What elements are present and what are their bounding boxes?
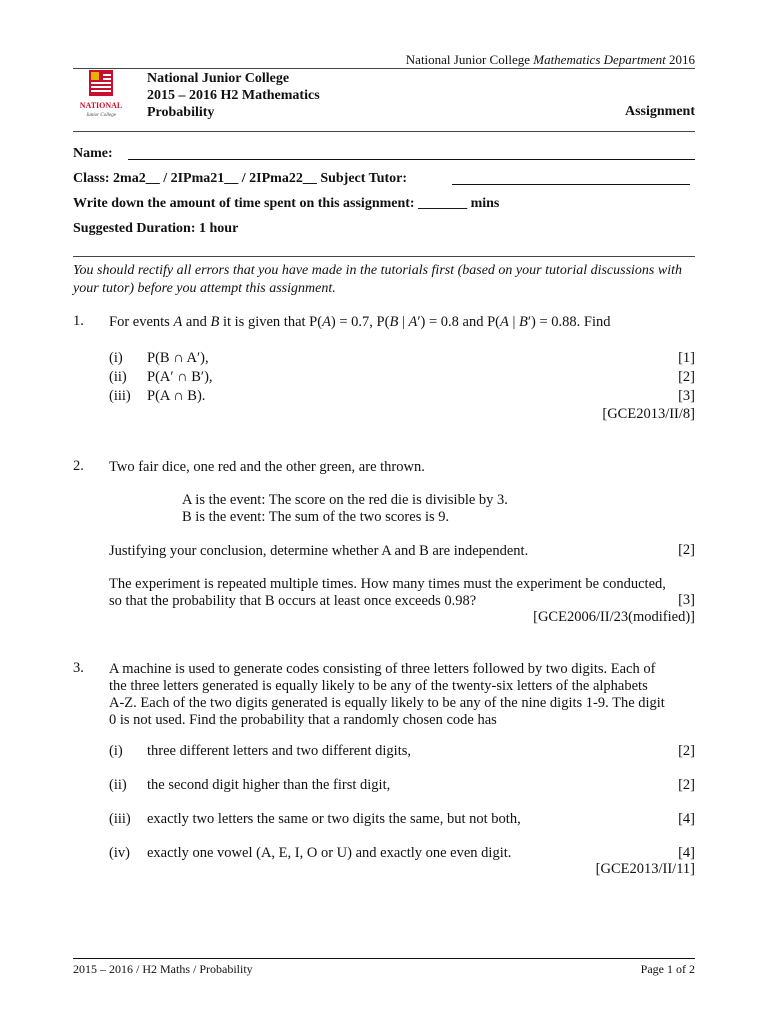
logo-text: NATIONAL [79, 101, 123, 110]
running-header [406, 52, 695, 68]
form-rule [73, 256, 695, 257]
duration: Suggested Duration: 1 hour [73, 221, 239, 236]
q1-part-i-label: (i) [109, 350, 123, 366]
q2-stem: Two fair dice, one red and the other green, are thrown. [109, 459, 425, 475]
q3-source: [GCE2013/II/11] [595, 861, 695, 877]
header-year: 2016 [669, 52, 695, 67]
q2-part1: Justifying your conclusion, determine whether A and B are independent. [109, 543, 529, 559]
q2-event-b: B is the event: The sum of the two scores is 9. [182, 509, 450, 525]
title-block [147, 70, 320, 121]
title-topic: Probability [147, 105, 215, 120]
header-college: National Junior College [405, 52, 530, 67]
time-line: Write down the amount of time spent on this assignment: _______ mins [73, 196, 500, 211]
q1-source: [GCE2013/II/8] [602, 406, 695, 422]
title-assignment: Assignment [624, 104, 695, 119]
title-course: 2015 – 2016 H2 Mathematics [147, 88, 320, 103]
q3-part-ii-marks: [2] [678, 777, 695, 793]
tutor-field[interactable] [452, 184, 690, 185]
header-rule [73, 68, 695, 69]
q3-number: 3. [73, 660, 84, 676]
q3-part-iv-label: (iv) [109, 845, 130, 861]
q1-part-ii-marks: [2] [678, 369, 695, 385]
college-logo [75, 68, 127, 120]
q3-stem-2: the three letters generated is equally likely to be any of the twenty-six letters of the alphabets [109, 678, 648, 694]
logo-subtext: Junior College [86, 113, 116, 118]
q2-part2-marks: [3] [678, 592, 695, 608]
q3-part-i-label: (i) [109, 743, 123, 759]
q1-part-iii-label: (iii) [109, 388, 131, 404]
footer-rule [73, 958, 695, 959]
q3-part-i-text: three different letters and two different digits, [147, 743, 412, 759]
q3-part-ii-text: the second digit higher than the first digit, [147, 777, 391, 793]
q2-part2-line2: so that the probability that B occurs at least once exceeds 0.98? [109, 593, 477, 609]
q3-part-iv-text: exactly one vowel (A, E, I, O or U) and exactly one even digit. [147, 845, 512, 861]
name-label: Name: [73, 146, 113, 161]
q3-part-iv-marks: [4] [678, 845, 695, 861]
q1-part-i-text: P(B ∩ A′), [147, 350, 209, 366]
q1-number: 1. [73, 313, 84, 329]
q3-part-ii-label: (ii) [109, 777, 127, 793]
class-line: Class: 2ma2__ / 2IPma21__ / 2IPma22__ Subject Tutor: [73, 171, 408, 186]
q2-part2-line1: The experiment is repeated multiple times. How many times must the experiment be conducted, [109, 576, 666, 592]
intro-note: You should rectify all errors that you have made in the tutorials first (based on your tutorial discussions with your tutor) before you attempt this assignment. [73, 263, 682, 296]
q1-part-i-marks: [1] [678, 350, 695, 366]
footer-left: 2015 – 2016 / H2 Maths / Probability [73, 962, 253, 976]
title-college: National Junior College [147, 71, 290, 86]
q3-part-i-marks: [2] [678, 743, 695, 759]
q3-stem-4: 0 is not used. Find the probability that a randomly chosen code has [109, 712, 497, 728]
q3-stem-3: A-Z. Each of the two digits generated is equally likely to be any of the nine digits 1-9. The digit [109, 695, 665, 711]
q1-part-ii-label: (ii) [109, 369, 127, 385]
title-rule [73, 131, 695, 132]
header-dept: Mathematics Department [533, 52, 666, 67]
q2-number: 2. [73, 458, 84, 474]
q1-part-iii-marks: [3] [678, 388, 695, 404]
q3-part-iii-marks: [4] [678, 811, 695, 827]
q2-event-a: A is the event: The score on the red die is divisible by 3. [182, 492, 508, 508]
q2-part1-marks: [2] [678, 542, 695, 558]
q1-stem: For events A and B it is given that P(A) = 0.7, P(B | A′) = 0.8 and P(A | B′) = 0.88. Find [109, 314, 611, 330]
footer-page: Page 1 of 2 [640, 962, 695, 976]
q3-stem-1: A machine is used to generate codes consisting of three letters followed by two digits. Each of [109, 661, 656, 677]
college-crest-icon [75, 68, 127, 120]
q1-part-iii-text: P(A ∩ B). [147, 388, 206, 404]
q3-part-iii-text: exactly two letters the same or two digits the same, but not both, [147, 811, 521, 827]
q3-part-iii-label: (iii) [109, 811, 131, 827]
name-field[interactable] [128, 159, 695, 160]
q2-source: [GCE2006/II/23(modified)] [533, 609, 695, 625]
q1-part-ii-text: P(A′ ∩ B′), [147, 369, 213, 385]
